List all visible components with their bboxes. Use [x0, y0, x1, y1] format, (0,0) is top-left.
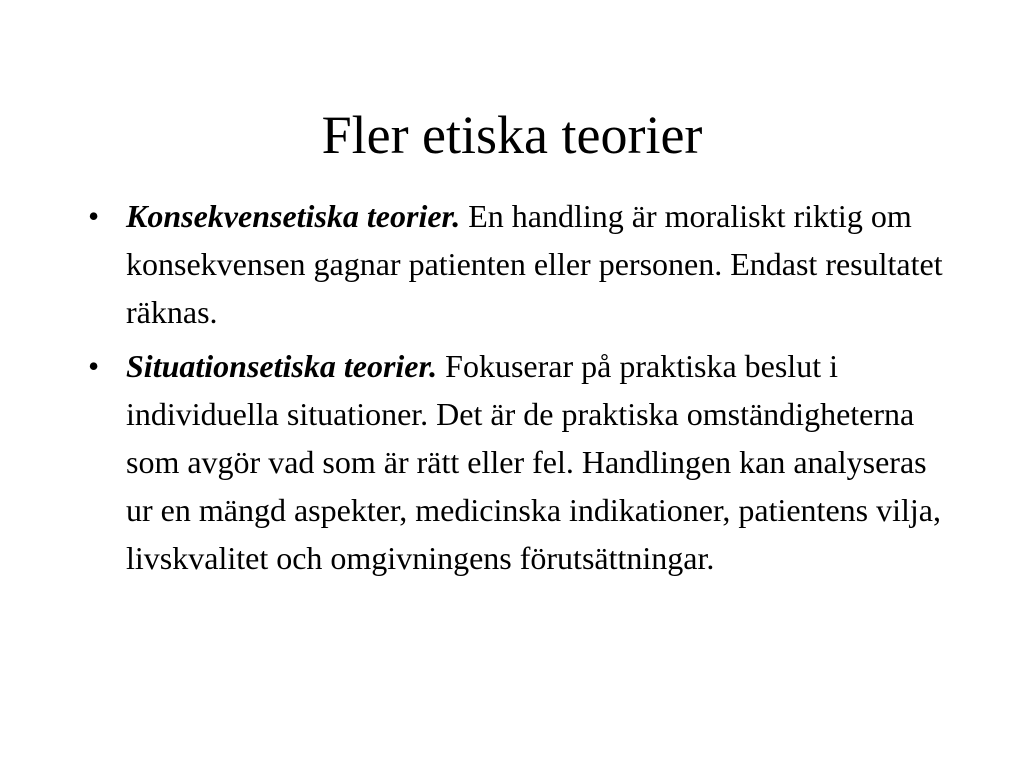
bullet-term: Konsekvensetiska teorier. — [126, 198, 461, 234]
bullet-item-consequentialist — [88, 192, 948, 336]
bullet-item-situational — [88, 342, 948, 582]
bullet-marker: • — [88, 348, 100, 384]
bullet-list — [88, 192, 948, 588]
slide-title: Fler etiska teorier — [321, 105, 703, 165]
bullet-marker: • — [88, 198, 100, 234]
bullet-text: En handling är moraliskt riktig om konsekvensen gagnar patienten eller personen. Endast resultatet räknas. — [126, 198, 943, 330]
bullet-term: Situationsetiska teorier. — [126, 348, 438, 384]
bullet-text: Fokuserar på praktiska beslut i individuella situationer. Det är de praktiska omständigheterna som avgör vad som är rätt eller fel. Handlingen kan analyseras ur en mängd aspekter, medicinska indikationer, patientens vilja, livskvalitet och omgivningens förutsättningar. — [126, 348, 941, 576]
